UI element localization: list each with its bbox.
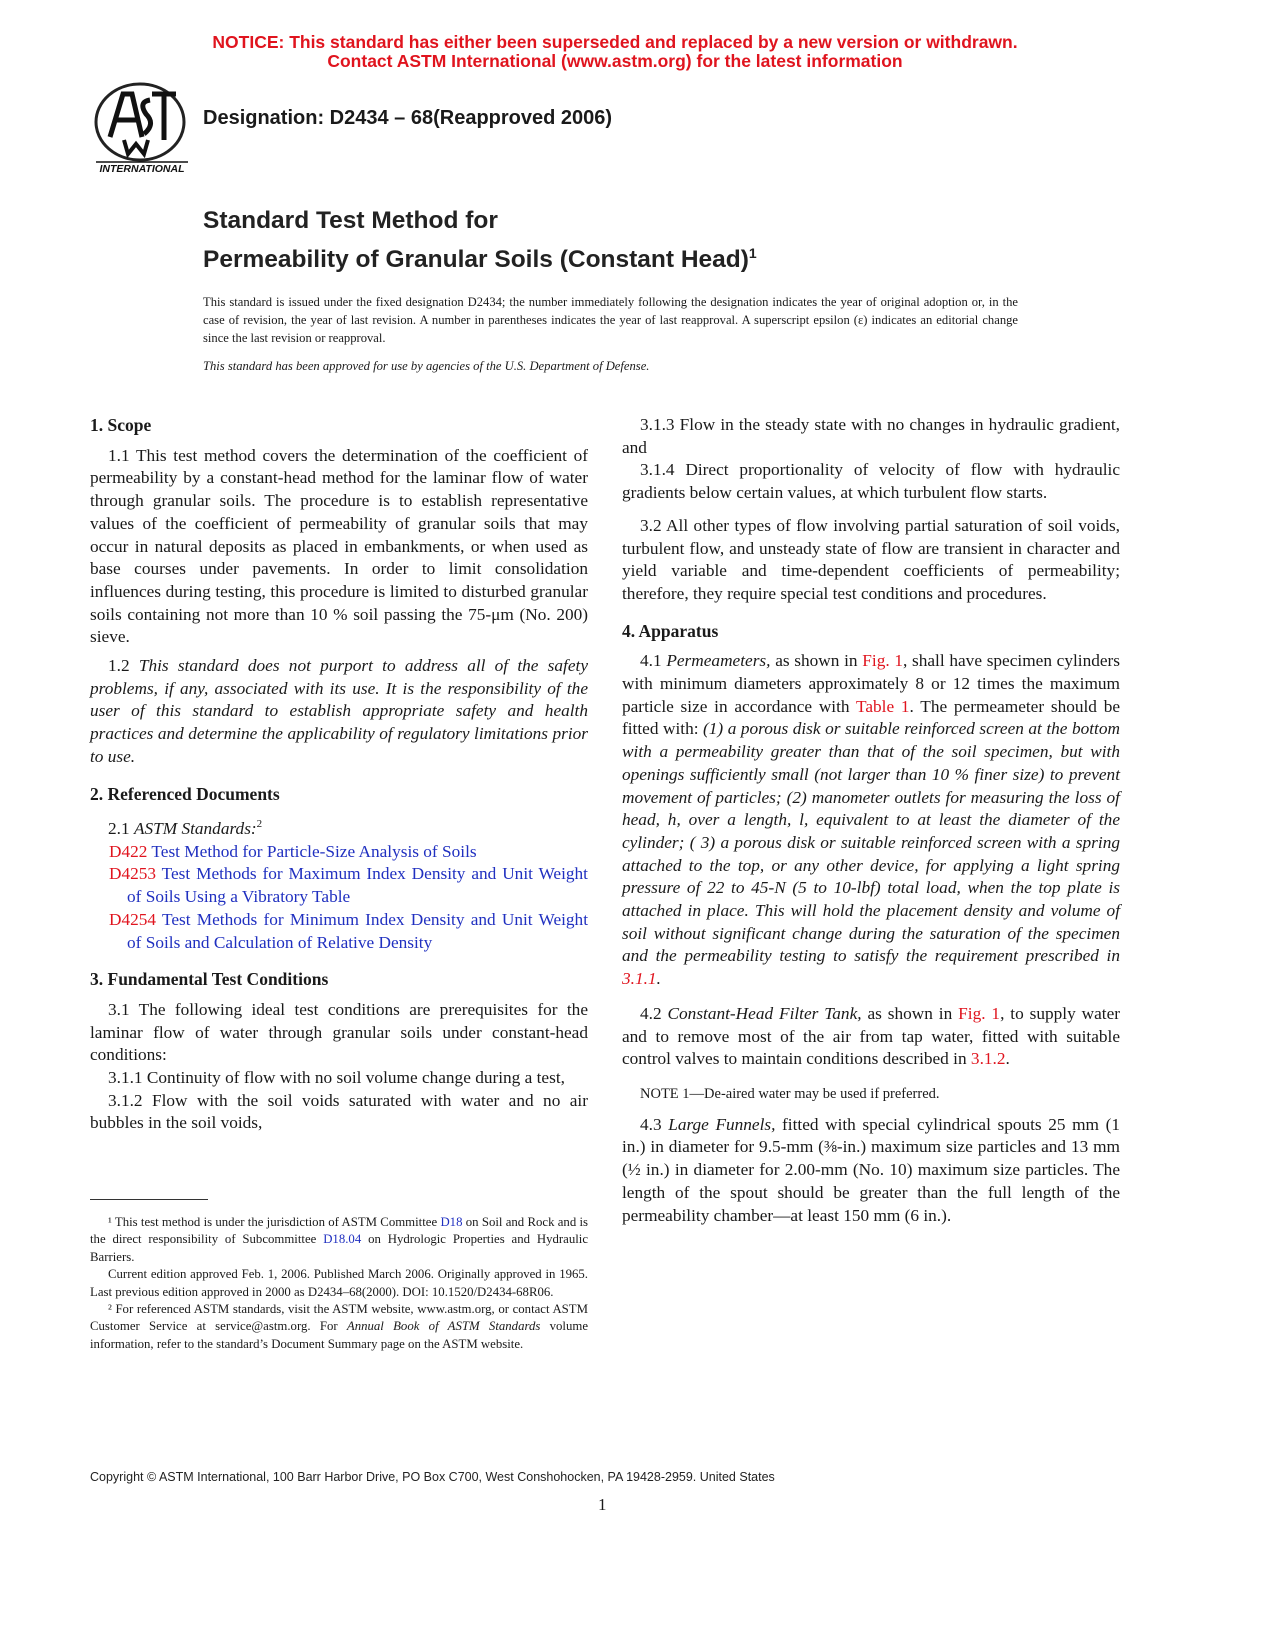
para-2-1-num: 2.1 [108, 819, 130, 839]
notice-line-2: Contact ASTM International (www.astm.org) for the latest information [327, 51, 903, 71]
footnote-1-text-a: ¹ This test method is under the jurisdiction of ASTM Committee [108, 1215, 438, 1229]
para-3-2: 3.2 All other types of flow involving partial saturation of soil voids, turbulent flow, and unsteady state of flow are transient in character and yield variable and time-dependent coefficients of permeability; therefore, they require special test conditions and procedures. [622, 515, 1120, 603]
para-3-1: 3.1 The following ideal test conditions are prerequisites for the laminar flow of water through granular soils under constant-head conditions: [90, 999, 588, 1065]
page-number: 1 [598, 1495, 607, 1514]
section-1-heading: 1. Scope [90, 415, 152, 435]
para-1-2 [90, 655, 588, 769]
ref-d4253-code[interactable]: D4253 [109, 864, 157, 884]
footnote-2-text-a: ² For referenced ASTM standards, visit the ASTM website, www.astm.org, or contact ASTM Customer Service at service@astm.org. For [90, 1302, 588, 1334]
footnote-divider [90, 1199, 208, 1200]
para-2-1-sup: 2 [256, 818, 263, 831]
ref-d422[interactable] [90, 841, 588, 864]
supersession-notice [0, 33, 1230, 71]
para-4-1-num: 4.1 [640, 651, 662, 671]
note-1: NOTE 1—De-aired water may be used if preferred. [640, 1085, 940, 1102]
para-2-1-text: ASTM Standards: [133, 819, 257, 839]
astm-logo [90, 82, 192, 174]
link-fig-1[interactable]: Fig. 1 [862, 651, 903, 671]
ref-d422-title[interactable]: Test Method for Particle-Size Analysis of Soils [151, 841, 477, 861]
logo-text: INTERNATIONAL [99, 163, 185, 174]
para-3-1-3: 3.1.3 Flow in the steady state with no changes in hydraulic gradient, and [622, 415, 1120, 457]
para-4-1-italic: (1) a porous disk or suitable reinforced screen at the bottom with a permeability greater than that of the soil specimen, but with openings sufficiently small (not larger than 10 % finer size) to prevent movement of particles; (2) manometer outlets for measuring the loss of head, h, over a length, l, equivalent to at least the diameter of the cylinder; ( 3) a porous disk or suitable reinforced screen with a spring attached to the top, or any other device, for applying a light spring pressure of 22 to 45-N (5 to 10-lbf) total load, when the top plate is attached in place. This will hold the placement density and volume of soil without significant change during the saturation of the specimen and the permeability testing to satisfy the requirement prescribed in [622, 719, 1120, 966]
footnote-2 [90, 1301, 588, 1353]
title-line-1: Standard Test Method for [203, 207, 498, 234]
para-4-1-b: , shall have specimen cylinders with minimum diameters approximately 8 or 12 times the maximum particle size in accordance with [622, 651, 1121, 716]
para-4-1-a: as shown in [775, 651, 858, 671]
para-4-1-term: Permeameters, [666, 651, 771, 671]
footnote-1 [90, 1214, 588, 1266]
ref-d4254[interactable] [90, 909, 588, 954]
ref-d4254-code[interactable]: D4254 [109, 909, 157, 929]
document-title [203, 205, 757, 276]
para-4-3-num: 4.3 [640, 1114, 662, 1134]
link-d18[interactable]: D18 [440, 1215, 463, 1229]
dod-approval-note: This standard has been approved for use by agencies of the U.S. Department of Defense. [203, 359, 650, 373]
left-column [90, 414, 588, 1135]
title-footnote-mark: 1 [748, 245, 757, 261]
para-1-1: 1.1 This test method covers the determination of the coefficient of permeability by a constant-head method for the laminar flow of water through granular soils. The procedure is to establish representative values of the coefficient of permeability of granular soils that may occur in natural deposits as placed in embankments, or when used as base courses under pavements. In order to limit consolidation influences during testing, this procedure is limited to disturbed granular soils containing not more than 10 % soil passing the 75-μm (No. 200) sieve. [90, 445, 588, 647]
section-4-heading: 4. Apparatus [622, 620, 719, 641]
section-3-heading: 3. Fundamental Test Conditions [90, 969, 329, 990]
footnote-2-text-b: volume information, refer to the standard’s Document Summary page on the ASTM website. [90, 1319, 589, 1351]
footnote-2-italic: Annual Book of ASTM Standards [346, 1319, 541, 1334]
ref-d422-code[interactable]: D422 [109, 841, 148, 861]
para-4-2-a: as shown in [867, 1003, 953, 1023]
para-1-2-text: This standard does not purport to address all of the safety problems, if any, associated with its use. It is the responsibility of the user of this standard to establish appropriate safety and health practices and determine the applicability of regulatory limitations prior to use. [90, 656, 588, 766]
footnotes [90, 1214, 588, 1353]
section-2-heading: 2. Referenced Documents [90, 783, 280, 804]
title-main: Permeability of Granular Soils (Constant Head) [203, 246, 749, 274]
ref-d4253[interactable] [90, 863, 588, 908]
notice-line-1: NOTICE: This standard has either been superseded and replaced by a new version or withdrawn. [212, 32, 1018, 52]
para-1-2-num: 1.2 [108, 656, 130, 676]
para-4-2-b: , to supply water and to remove most of the air from tap water, fitted with suitable control valves to maintain conditions described in [622, 1003, 1120, 1069]
footnote-1-text-c: on Hydrologic Properties and Hydraulic Barriers. [90, 1232, 589, 1264]
copyright-line: Copyright © ASTM International, 100 Barr Harbor Drive, PO Box C700, West Conshohocken, PA 19428-2959. United States [90, 1470, 775, 1484]
issue-note: This standard is issued under the fixed designation D2434; the number immediately following the designation indicates the year of original adoption or, in the case of revision, the year of last revision. A number in parentheses indicates the year of last reapproval. A superscript epsilon (ε) indicates an editorial change since the last revision or reapproval. [203, 295, 1018, 345]
footnote-1-text-b: on Soil and Rock and is the direct responsibility of Subcommittee [90, 1215, 589, 1247]
para-4-3-text: fitted with special cylindrical spouts 25 mm (1 in.) in diameter for 9.5-mm (⅜-in.) maximum size particles and 13 mm (½ in.) in diameter for 2.00-mm (No. 10) maximum size particles. The length of the spout should be greater than the full length of the permeability chamber—at least 150 mm (6 in.). [622, 1114, 1120, 1225]
para-4-2: 4.2 Constant-Head Filter Tank, as shown in Fig. 1, to supply water and to remove most of the air from tap water, fitted with suitable control valves to maintain conditions described in 3.1.2. [622, 1003, 1120, 1069]
ref-d4254-title[interactable]: Test Methods for Minimum Index Density and Unit Weight of Soils and Calculation of Relative Density [127, 909, 589, 952]
para-4-1: 4.1 Permeameters, as shown in Fig. 1, shall have specimen cylinders with minimum diameters approximately 8 or 12 times the maximum particle size in accordance with Table 1. The permeameter should be fitted with: (1) a porous disk or suitable reinforced screen at the bottom with a permeability greater than that of the soil specimen, but with openings sufficiently small (not larger than 10 % finer size) to prevent movement of particles; (2) manometer outlets for measuring the loss of head, h, over a length, l, equivalent to at least the diameter of the cylinder; ( 3) a porous disk or suitable reinforced screen with a spring attached to the top, or any other device, for applying a light spring pressure of 22 to 45-N (5 to 10-lbf) total load, when the top plate is attached in place. This will hold the placement density and volume of soil without significant change during the saturation of the specimen and the permeability testing to satisfy the requirement prescribed in 3.1.1. [622, 651, 1121, 989]
para-4-2-num: 4.2 [640, 1003, 662, 1023]
link-3-1-1[interactable]: 3.1.1 [622, 969, 657, 989]
para-3-1-2: 3.1.2 Flow with the soil voids saturated with water and no air bubbles in the soil voids, [90, 1090, 588, 1133]
title-line-2 [203, 237, 757, 276]
para-4-2-term: Constant-Head Filter Tank, [667, 1003, 862, 1023]
astm-logo-icon [90, 82, 192, 174]
para-3-1-1: 3.1.1 Continuity of flow with no soil volume change during a test, [108, 1068, 565, 1088]
para-4-3-term: Large Funnels, [668, 1114, 776, 1134]
link-d18-04[interactable]: D18.04 [323, 1232, 362, 1247]
link-table-1[interactable]: Table 1 [856, 696, 910, 716]
link-fig-1-b[interactable]: Fig. 1 [958, 1003, 1001, 1023]
designation: Designation: D2434 – 68(Reapproved 2006) [203, 107, 613, 129]
para-4-3 [622, 1114, 1120, 1228]
ref-d4253-title[interactable]: Test Methods for Maximum Index Density and Unit Weight of Soils Using a Vibratory Table [127, 864, 588, 907]
link-3-1-2[interactable]: 3.1.2 [970, 1049, 1006, 1069]
para-2-1 [90, 813, 588, 840]
para-3-1-4: 3.1.4 Direct proportionality of velocity of flow with hydraulic gradients below certain values, at which turbulent flow starts. [622, 460, 1120, 503]
footnote-1-current-edition: Current edition approved Feb. 1, 2006. Published March 2006. Originally approved in 1965. Last previous edition approved in 2000 as D2434–68(2000). DOI: 10.1520/D2434-68R06. [90, 1267, 588, 1299]
right-column [622, 414, 1120, 1227]
para-4-1-c: . The permeameter should be fitted with: [622, 696, 1120, 739]
